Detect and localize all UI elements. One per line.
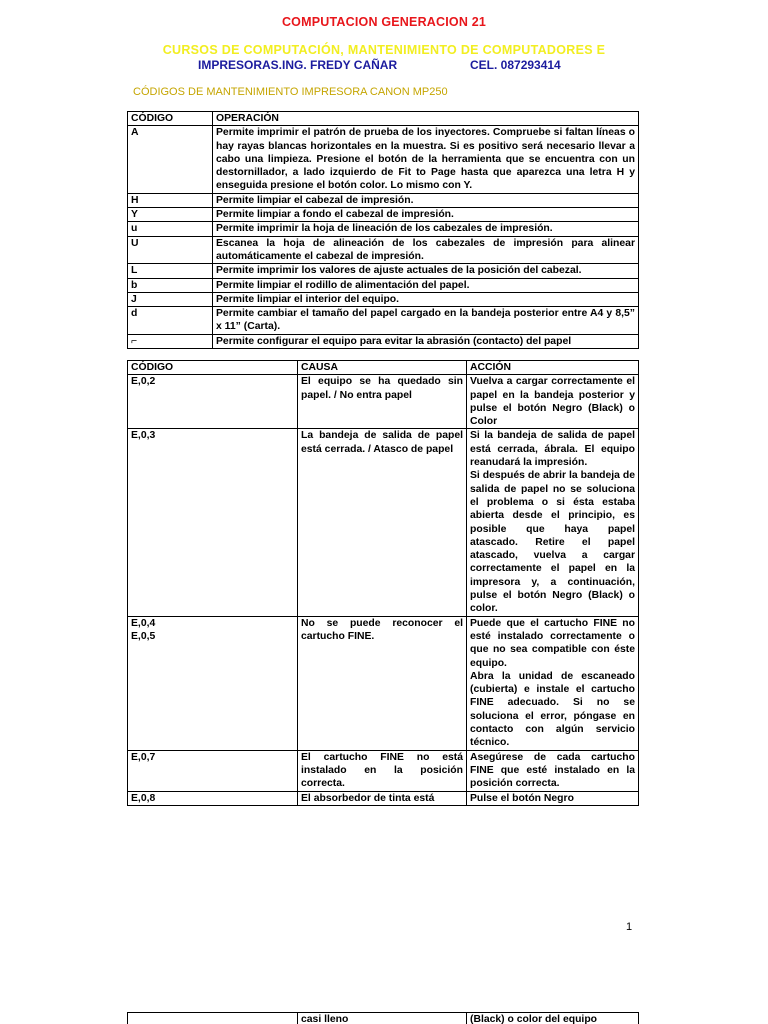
- operation-cell: Permite imprimir la hoja de lineación de los cabezales de impresión.: [213, 222, 639, 236]
- table-row: [128, 1013, 639, 1024]
- action-cell: (Black) o color del equipo: [467, 1013, 639, 1024]
- action-paragraph: Puede que el cartucho FINE no esté instalado correctamente o que no sea compatible con éste equipo.: [470, 617, 635, 669]
- table-row: [128, 616, 639, 750]
- operation-cell: Permite cambiar el tamaño del papel cargado en la bandeja posterior entre A4 y 8,5” x 11” (Carta).: [213, 307, 639, 335]
- action-cell: Vuelva a cargar correctamente el papel en la bandeja posterior y pulse el botón Negro (Black) o Color: [467, 375, 639, 429]
- code-cell: [128, 616, 298, 750]
- operation-cell: Permite limpiar el rodillo de alimentación del papel.: [213, 278, 639, 292]
- code-line: E,0,4: [131, 617, 156, 629]
- action-paragraph: Si la bandeja de salida de papel está cerrada, ábrala. El equipo reanudará la impresión.: [470, 430, 635, 469]
- table-row: [128, 429, 639, 616]
- contact-line: [198, 58, 561, 72]
- courses-line: CURSOS DE COMPUTACIÓN, MANTENIMIENTO DE COMPUTADORES E: [162, 43, 606, 57]
- code-cell: A: [128, 126, 213, 193]
- operation-cell: Escanea la hoja de alineación de los cabezales de impresión para alinear automáticamente el cabezal de impresión.: [213, 236, 639, 264]
- cause-cell: casi lleno: [298, 1013, 467, 1024]
- operation-cell: Permite limpiar el cabezal de impresión.: [213, 193, 639, 207]
- header-operacion: OPERACIÓN: [213, 112, 639, 126]
- table-row: [128, 307, 639, 335]
- cause-cell: El equipo se ha quedado sin papel. / No entra papel: [298, 375, 467, 429]
- cause-cell: El absorbedor de tinta está: [298, 791, 467, 805]
- code-cell: H: [128, 193, 213, 207]
- maintenance-codes-table: [127, 111, 639, 349]
- table-row: [128, 236, 639, 264]
- code-cell: E,0,7: [128, 750, 298, 791]
- document-title: COMPUTACION GENERACION 21: [281, 15, 487, 29]
- action-paragraph: Abra la unidad de escaneado (cubierta) e instale el cartucho FINE adecuado. Si no se soluciona el error, póngase en contacto con algún servicio técnico.: [470, 670, 635, 749]
- table-row: [128, 126, 639, 193]
- error-codes-table-continued: [127, 1012, 639, 1024]
- action-cell: Pulse el botón Negro: [467, 791, 639, 805]
- code-cell: u: [128, 222, 213, 236]
- code-line: E,0,5: [131, 630, 156, 642]
- table-row: [128, 375, 639, 429]
- operation-cell: Permite imprimir los valores de ajuste actuales de la posición del cabezal.: [213, 264, 639, 278]
- header-causa: CAUSA: [298, 361, 467, 375]
- table-row: [128, 264, 639, 278]
- table-row: [128, 193, 639, 207]
- instructor-name: IMPRESORAS.ING. FREDY CAÑAR: [198, 58, 398, 72]
- table-header-row: [128, 361, 639, 375]
- action-paragraph: Si después de abrir la bandeja de salida de papel no se soluciona el problema o si ésta estaba abierta desde el principio, es posible que haya papel atascado. Retire el papel atascado, vuelva a cargar correctamente el papel en la impresora y, a continuación, pulse el botón Negro (Black) o color.: [470, 470, 635, 615]
- table-row: [128, 278, 639, 292]
- phone-number: CEL. 087293414: [470, 58, 561, 72]
- code-cell: U: [128, 236, 213, 264]
- header-codigo: CÓDIGO: [128, 361, 298, 375]
- table-row: [128, 208, 639, 222]
- table-row: [128, 334, 639, 348]
- table-row: [128, 750, 639, 791]
- table-row: [128, 791, 639, 805]
- cause-cell: La bandeja de salida de papel está cerrada. / Atasco de papel: [298, 429, 467, 616]
- operation-cell: Permite configurar el equipo para evitar la abrasión (contacto) del papel: [213, 334, 639, 348]
- code-cell: E,0,2: [128, 375, 298, 429]
- cause-cell: El cartucho FINE no está instalado en la posición correcta.: [298, 750, 467, 791]
- code-cell: E,0,3: [128, 429, 298, 616]
- code-cell: ⌐: [128, 334, 213, 348]
- operation-cell: Permite imprimir el patrón de prueba de los inyectores. Compruebe si faltan líneas o hay rayas blancas horizontales en la muestra. Si es positivo será necesario llevar a cabo una limpieza. Presione el botón de la herramienta que se encuentra con un destornillador, a lado izquierdo de Fit to Page hasta que aparezca una letra H y enseguida presione el botón color. Lo mismo con Y.: [213, 126, 639, 193]
- table-row: [128, 222, 639, 236]
- code-cell: d: [128, 307, 213, 335]
- cause-cell: No se puede reconocer el cartucho FINE.: [298, 616, 467, 750]
- code-cell: [128, 1013, 298, 1024]
- action-cell: [467, 429, 639, 616]
- operation-cell: Permite limpiar a fondo el cabezal de impresión.: [213, 208, 639, 222]
- code-cell: J: [128, 292, 213, 306]
- action-cell: Asegúrese de cada cartucho FINE que esté instalado en la posición correcta.: [467, 750, 639, 791]
- code-cell: E,0,8: [128, 791, 298, 805]
- header-codigo: CÓDIGO: [128, 112, 213, 126]
- table-header-row: [128, 112, 639, 126]
- code-cell: Y: [128, 208, 213, 222]
- header-accion: ACCIÓN: [467, 361, 639, 375]
- page-number: 1: [626, 921, 633, 933]
- error-codes-table: [127, 360, 639, 806]
- document-subtitle: CÓDIGOS DE MANTENIMIENTO IMPRESORA CANON MP250: [133, 86, 448, 98]
- code-cell: L: [128, 264, 213, 278]
- action-cell: [467, 616, 639, 750]
- code-cell: b: [128, 278, 213, 292]
- table-row: [128, 292, 639, 306]
- operation-cell: Permite limpiar el interior del equipo.: [213, 292, 639, 306]
